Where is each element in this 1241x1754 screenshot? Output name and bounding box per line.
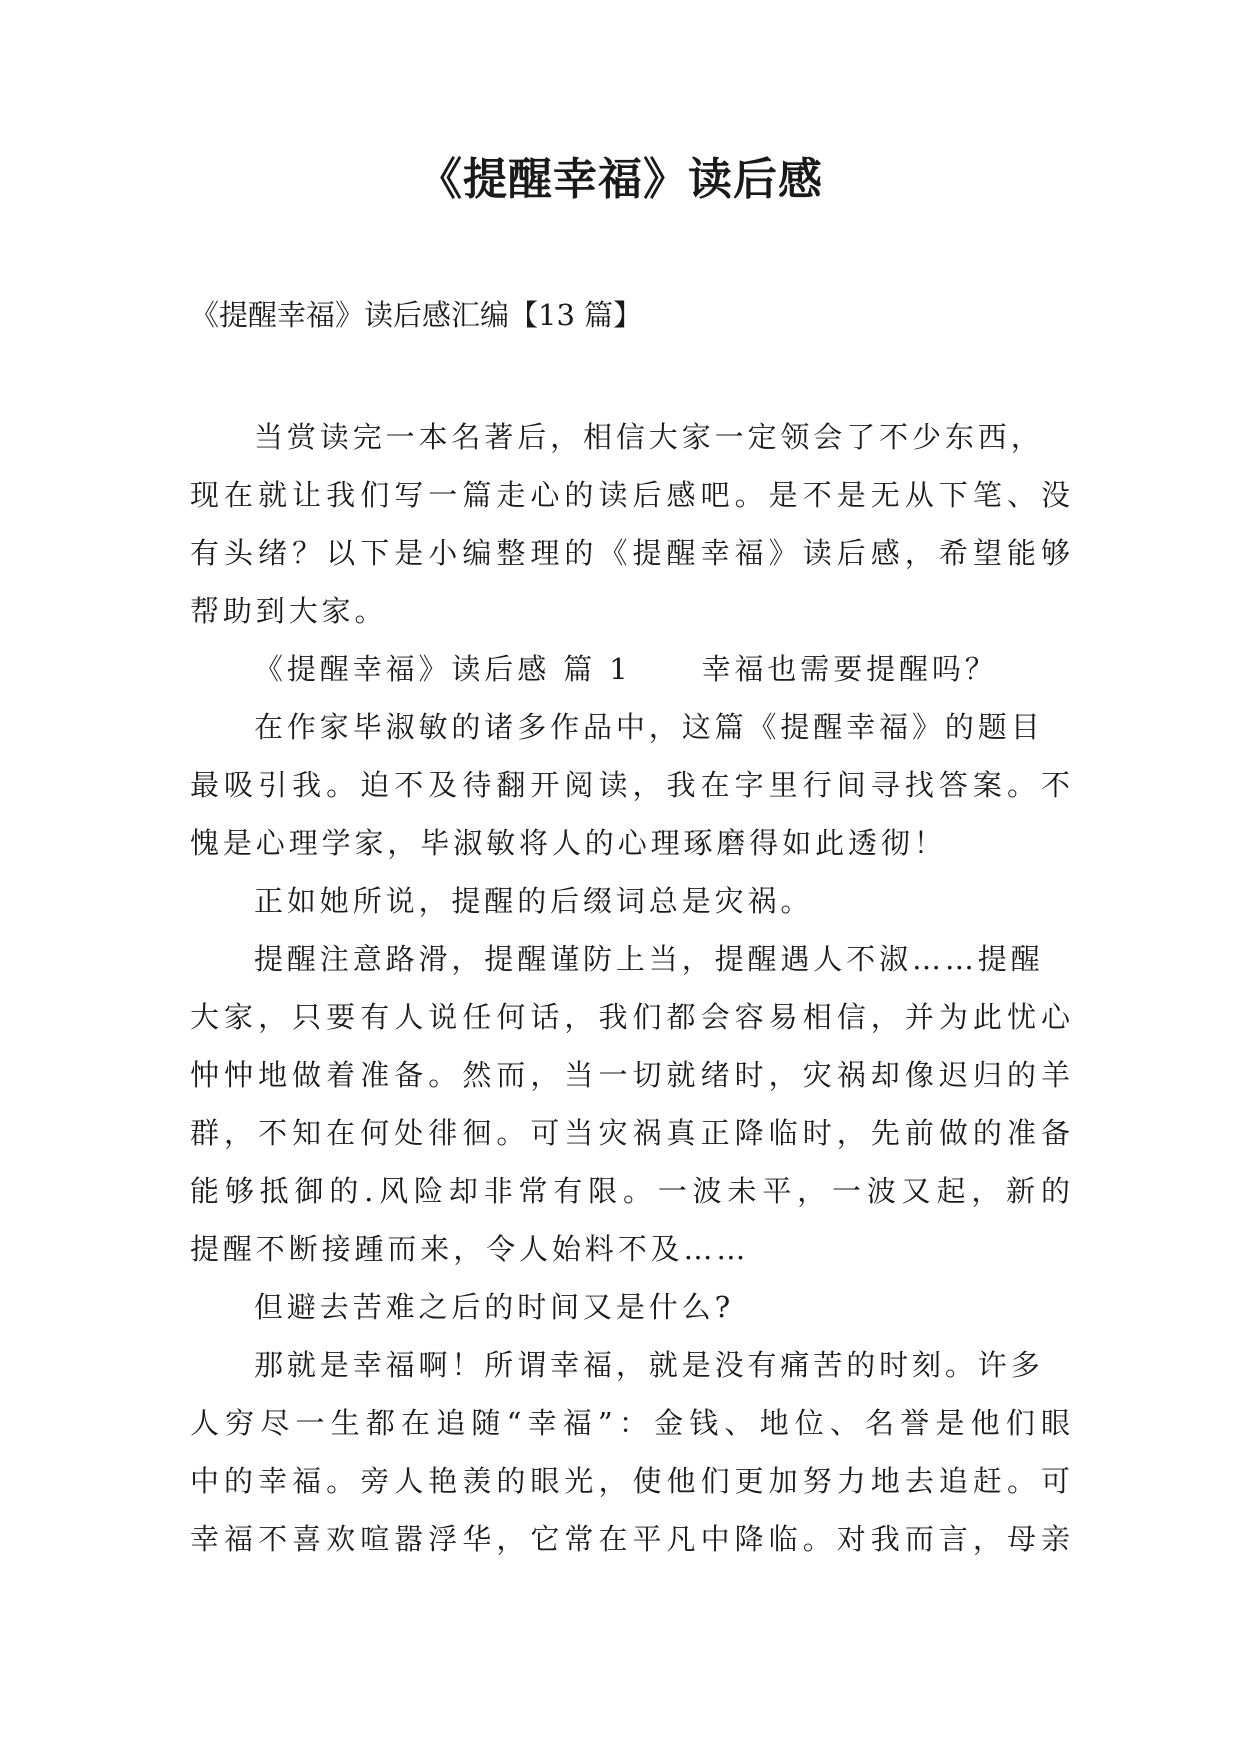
text-line: 当赏读完一本名著后，相信大家一定领会了不少东西， xyxy=(254,420,1044,454)
text-line: 有头绪？以下是小编整理的《提醒幸福》读后感，希望能够 xyxy=(190,536,1070,570)
text-line: 现在就让我们写一篇走心的读后感吧。是不是无从下笔、没 xyxy=(190,478,1070,512)
text-line: 那就是幸福啊！所谓幸福，就是没有痛苦的时刻。许多 xyxy=(254,1348,1044,1382)
text-line: 帮助到大家。 xyxy=(190,594,388,628)
document-title: 《提醒幸福》读后感 xyxy=(418,154,823,205)
text-line: 但避去苦难之后的时间又是什么? xyxy=(254,1290,735,1324)
text-line: 能够抵御的.风险却非常有限。一波未平，一波又起，新的 xyxy=(190,1174,1070,1208)
text-line: 愧是心理学家，毕淑敏将人的心理琢磨得如此透彻！ xyxy=(190,826,947,860)
text-line: 提醒注意路滑，提醒谨防上当，提醒遇人不淑……提醒 xyxy=(254,942,1044,976)
document-subtitle: 《提醒幸福》读后感汇编【13 篇】 xyxy=(190,298,643,332)
section-question: 幸福也需要提醒吗？ xyxy=(701,652,998,686)
document-body xyxy=(190,408,1070,1568)
text-line: 忡忡地做着准备。然而，当一切就绪时，灾祸却像迟归的羊 xyxy=(190,1058,1070,1092)
section-heading: 《提醒幸福》读后感 篇 1 xyxy=(254,652,632,686)
text-line: 提醒不断接踵而来，令人始料不及…… xyxy=(190,1232,750,1266)
text-line: 正如她所说，提醒的后缀词总是灾祸。 xyxy=(254,884,814,918)
text-line: 最吸引我。迫不及待翻开阅读，我在字里行间寻找答案。不 xyxy=(190,768,1070,802)
section-heading-line xyxy=(190,640,1070,698)
text-line: 在作家毕淑敏的诸多作品中，这篇《提醒幸福》的题目 xyxy=(254,710,1044,744)
text-line: 中的幸福。旁人艳羡的眼光，使他们更加努力地去追赶。可 xyxy=(190,1464,1070,1498)
text-line: 人穷尽一生都在追随“幸福”：金钱、地位、名誉是他们眼 xyxy=(190,1406,1070,1440)
text-line: 群，不知在何处徘徊。可当灾祸真正降临时，先前做的准备 xyxy=(190,1116,1070,1150)
text-line: 幸福不喜欢喧嚣浮华，它常在平凡中降临。对我而言，母亲 xyxy=(190,1522,1070,1556)
text-line: 大家，只要有人说任何话，我们都会容易相信，并为此忧心 xyxy=(190,1000,1070,1034)
